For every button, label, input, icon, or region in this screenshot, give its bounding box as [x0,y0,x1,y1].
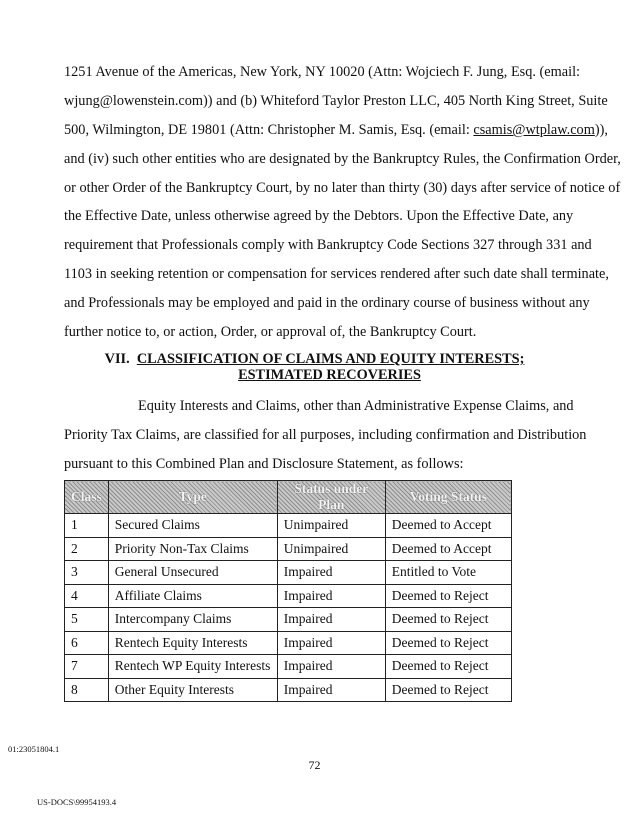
header-type: Type [108,481,277,514]
cell-voting: Deemed to Reject [385,655,511,679]
cell-voting: Deemed to Reject [385,678,511,702]
cell-class: 6 [65,631,109,655]
section-heading-line2 [0,367,629,384]
paragraph-text: 500, Wilmington, DE 19801 (Attn: Christopher M. Samis, Esq. (email: [64,122,474,138]
cell-type: Intercompany Claims [108,608,277,632]
header-status: Status under Plan [277,481,385,514]
table-row [65,561,512,585]
paragraph-line: the Effective Date, unless otherwise agreed by the Debtors. Upon the Effective Date, any [64,208,574,224]
cell-voting: Deemed to Reject [385,584,511,608]
table-row [65,608,512,632]
table-row [65,514,512,538]
classification-table [64,480,512,702]
cell-class: 3 [65,561,109,585]
header-class: Class [65,481,109,514]
paragraph-line: wjung@lowenstein.com)) and (b) Whiteford Taylor Preston LLC, 405 North King Street, Suite [64,93,608,109]
paragraph-line: 1251 Avenue of the Americas, New York, NY 10020 (Attn: Wojciech F. Jung, Esq. (email: [64,64,581,80]
cell-status: Impaired [277,584,385,608]
table-row [65,678,512,702]
cell-type: Priority Non-Tax Claims [108,537,277,561]
cell-type: Other Equity Interests [108,678,277,702]
paragraph-line: or other Order of the Bankruptcy Court, by no later than thirty (30) days after service of notice of [64,180,621,196]
cell-status: Unimpaired [277,537,385,561]
cell-status: Impaired [277,631,385,655]
cell-voting: Deemed to Accept [385,514,511,538]
cell-voting: Deemed to Accept [385,537,511,561]
cell-type: Affiliate Claims [108,584,277,608]
paragraph-line: Equity Interests and Claims, other than Administrative Expense Claims, and [138,398,574,414]
paragraph-line: 1103 in seeking retention or compensation for services rendered after such date shall terminate, [64,266,609,282]
document-id-bottom: US-DOCS\99954193.4 [37,797,117,807]
table-header-row [65,481,512,514]
cell-type: General Unsecured [108,561,277,585]
cell-type: Secured Claims [108,514,277,538]
cell-class: 1 [65,514,109,538]
paragraph-line [64,120,608,140]
paragraph-text: )), [594,122,608,138]
cell-voting: Entitled to Vote [385,561,511,585]
paragraph-line: requirement that Professionals comply with Bankruptcy Code Sections 327 through 331 and [64,237,592,253]
paragraph-line: pursuant to this Combined Plan and Disclosure Statement, as follows: [64,456,464,472]
section-number: VII. [104,351,130,367]
document-id-top: 01:23051804.1 [8,744,60,754]
page-number: 72 [308,758,321,772]
cell-status: Impaired [277,678,385,702]
cell-type: Rentech WP Equity Interests [108,655,277,679]
paragraph-line: Priority Tax Claims, are classified for all purposes, including confirmation and Distribution [64,427,587,443]
section-title: CLASSIFICATION OF CLAIMS AND EQUITY INTERESTS; [136,351,525,367]
cell-voting: Deemed to Reject [385,631,511,655]
cell-status: Impaired [277,608,385,632]
paragraph-line: and Professionals may be employed and paid in the ordinary course of business without any [64,295,590,311]
email-link[interactable]: csamis@wtplaw.com [473,122,595,138]
cell-status: Impaired [277,561,385,585]
cell-status: Impaired [277,655,385,679]
cell-class: 8 [65,678,109,702]
cell-class: 2 [65,537,109,561]
cell-class: 5 [65,608,109,632]
table-row [65,537,512,561]
cell-status: Unimpaired [277,514,385,538]
header-voting: Voting Status [385,481,511,514]
table-row [65,584,512,608]
table-row [65,631,512,655]
paragraph-line: further notice to, or action, Order, or approval of, the Bankruptcy Court. [64,324,477,340]
cell-type: Rentech Equity Interests [108,631,277,655]
section-title: ESTIMATED RECOVERIES [238,367,421,383]
paragraph-line: and (iv) such other entities who are designated by the Bankruptcy Rules, the Confirmation Order, [64,151,621,167]
table-row [65,655,512,679]
cell-class: 7 [65,655,109,679]
cell-voting: Deemed to Reject [385,608,511,632]
cell-class: 4 [65,584,109,608]
section-heading [0,351,629,368]
